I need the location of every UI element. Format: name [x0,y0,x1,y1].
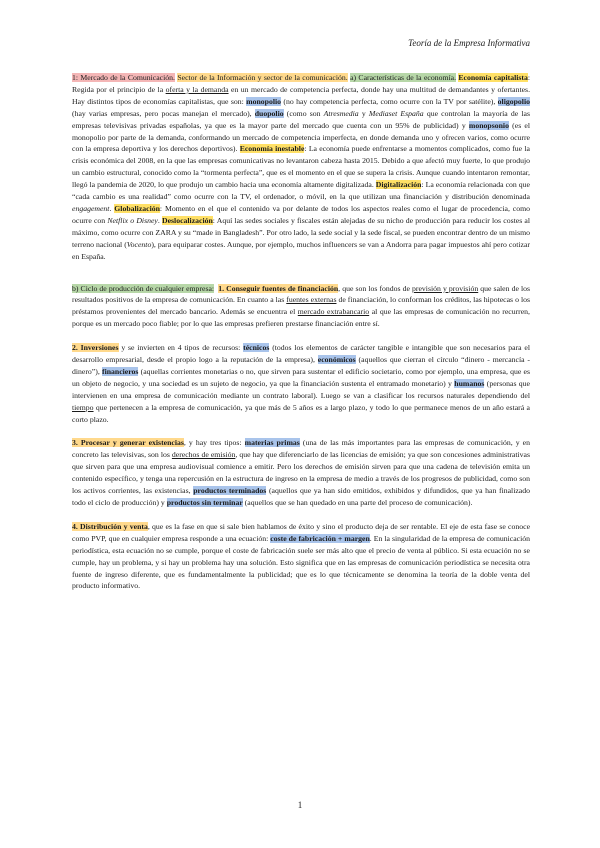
term-cost-plus-margin: coste de fabricación + margen [270,533,370,543]
text: (es el monopolio por parte de la demanda, conformando un mercado de competencia imperfecta, en donde demanda uno y ofrecen varios, como ocurre con la empresa deportiva y los derechos deportivos). [72,120,530,154]
page-number: 1 [297,800,303,810]
text: : La economía puede enfrentarse a momentos complicados, como fue la crisis económica del 2008, en la que las empresas comunicativas no levantaron cabeza hasta 2015. Debido a que afectó muy fuerte, lo que produjo un cambio estructural, conocido como la “tormenta perfecta”, que es el momento en el que se supera la crisis. Aunque cuando intentaron remontar, llegó la pandemia de 2020, lo que produjo un cambio hacia una economía altamente digitalizada. [72,144,530,190]
term-unfinished-products: productos sin terminar [166,498,243,507]
text: (una de las más importantes para las empresas de comunicación, y en concreto las televisivas, son los [72,438,530,460]
term-human: humanos [454,378,485,388]
text: . [157,215,162,225]
subsection-heading: b) Ciclo de producción de cualquier empresa: [72,283,215,293]
text: (personas que intervienen en una empresa de comunicación mediante un contrato laboral). Luego se van a clasificar los recursos naturales dependiendo del [72,378,530,400]
italic-text: engagement [72,203,110,213]
text: de financiación, lo conforman los créditos, las hipotecas o los préstamos provenientes del mercado bancario. Además se encuentra el [72,295,530,317]
text: que controlan la mayoría de las empresas televisivas privadas españolas, ya que es la mayor parte del mercado que cuenta con un 95% de publicidad) y [72,108,530,130]
underlined-term: previsión y provisión [412,283,479,293]
text: (aquellos que se han quedado en una parte del proceso de comunicación). [242,498,473,507]
text: : La economía relacionada con que “cada cambio es una realidad” como ocurre con la TV, el ordenador, o móvil, en la que utilizan una financiación y distribución denominada [72,180,531,202]
text: (aquellos que ya han sido emitidos, exhibidos y difundidos, que ya han finalizado todo el ciclo de producción) y [72,486,530,507]
term-oligopoly: oligopolio [497,96,530,106]
step-investments: 2. Inversiones [72,343,119,353]
text: , que es la fase en que si sale bien hablamos de éxito y sino el producto deja de ser rentable. El eje de esta fase se conoce como PVP, que en cualquier empresa responde a una ecuación: [72,521,531,543]
underlined-term: fuentes externas [286,295,337,305]
sector-heading: Sector de la Información y sector de la comunicación. [177,73,348,82]
section-investments [72,342,530,425]
document-body [72,72,530,592]
section-production-cycle [72,283,530,331]
term-monopoly: monopolio [246,96,282,106]
term-finished-products: productos terminados [193,486,267,496]
term-financial: financieros [101,366,139,376]
text: y se invierten en 4 tipos de recursos: [118,343,244,353]
term-duopoly: duopolio [254,108,284,118]
text: , que hay que diferenciarlo de las licencias de emisión; ya que son concesiones administrativas que sirven para que una empresa audiovisual comience a emitir. Pero los derechos de emisión sirven para que una cadena de televisión emita un contenido específico, y tenga una repercusión en la estructura de ingreso en la empresa de medio a través de los progresos de publicidad, como son los activos corrientes, las existencias, [72,450,531,496]
text: en un mercado de competencia perfecta, donde hay una multitud de demandantes y ofertantes. Hay distintos tipos de economías capitalistas, que son: [72,84,531,106]
text: (todos los elementos de carácter tangible e intangible que son necesarios para el desarrollo empresarial, desde el propio logo a la reputación de la empresa), [72,343,530,365]
text: . En la singularidad de la empresa de comunicación periodística, esta ecuación no se cumple, porque el coste de fabricación suele ser más alto que el precio de venta al público. Si esta ecuación no se cumple, hay un problema, y si hay un problema hay una solución. Esto significa que en las empresas de comunicación periodística se necesita otra fuente de ingreso diferente, que es fundamentalmente la publicidad; que es lo que técnicamente se denomina la teoría de la doble venta del producto informativo. [72,533,530,591]
text: ), para equiparar costes. Aunque, por ejemplo, muchos influencers se van a Andorra para pagar impuestos ahí pero cotizar en España. [72,239,530,261]
section-stocks [72,437,530,508]
text: : Momento en el que el contenido va por delante de todos los aspectos reales como el lugar de procedencia, como ocurre con [72,203,530,225]
italic-text: Mediaset España [368,108,424,118]
text: : Regida por el principio de la [72,73,531,94]
underlined-term: tiempo [72,402,94,412]
text: : Aquí las sedes sociales y fiscales están alejadas de su nicho de producción para reducir los costes al máximo, como ocurre con ZARA y su “made in Bangladesh”. Por otro lado, la sede social y la sede fiscal, se pueden encontrar dentro de un mismo terreno nacional ( [72,215,531,249]
section-market-characteristics [72,72,530,263]
italic-text: Atresmedia [323,108,359,118]
underlined-term: oferta y la demanda [165,84,229,94]
step-distribution: 4. Distribución y venta [72,521,148,531]
term-technical: técnicos [243,343,270,353]
term-economic: económicos [317,355,356,365]
text: (no hay competencia perfecta, como ocurre con la TV por satélite), [281,96,498,106]
text: que salen de los resultados positivos de la empresa de comunicación. En cuanto a las [72,283,531,305]
italic-text: Netflix o Disney [107,215,158,225]
term-unstable-economy: Economía inestable [239,144,305,154]
text: (aquellas corrientes monetarias o no, que sirven para sustentar el edificio societario, como por ejemplo, una empresa, que es un objeto de negocio, y una sociedad es un sujeto de negocio, ya que la financiación sustenta el entramado monetario) y [72,366,530,388]
text: , y hay tres tipos: [183,438,245,448]
term-raw-materials: materias primas [244,438,300,448]
text: y [358,108,369,118]
underlined-term: mercado extrabancario [297,307,370,317]
text: . [109,203,115,213]
term-digitalization: Digitalización [375,180,422,190]
chapter-title: 1: Mercado de la Comunicación. [72,73,175,82]
term-globalization: Globalización [114,203,160,213]
text: (aquellos que cierran el círculo “dinero - mercancía - dinero”), [72,355,530,376]
subsection-heading: a) Características de la economía. [350,73,457,82]
step-stocks: 3. Procesar y generar existencias [72,438,184,448]
running-header: Teoría de la Empresa Informativa [408,38,530,48]
term-delocalization: Deslocalización [162,215,213,225]
text: que pertenecen a la empresa de comunicación, ya que más de 5 años es a largo plazo, y todo lo que permanece menos de un año estará a corto plazo. [72,402,530,424]
step-financing: 1. Conseguir fuentes de financiación [218,283,339,293]
underlined-term: derechos de emisión [171,450,236,460]
text: (como son [283,108,324,118]
text: (hay varias empresas, pero pocas manejan el mercado), [72,108,255,118]
section-distribution [72,521,530,592]
term-monopsony: monopsonio [468,120,509,130]
text: , que son los fondos de [338,283,413,293]
text: al que las empresas de comunicación no recurren, porque es un mercado poco fiable; por lo que las empresas prefieren prestarse financiación entre sí. [72,307,530,329]
italic-text: Vocento [126,239,152,249]
term-capitalist-economy: Economía capitalista [458,73,528,82]
